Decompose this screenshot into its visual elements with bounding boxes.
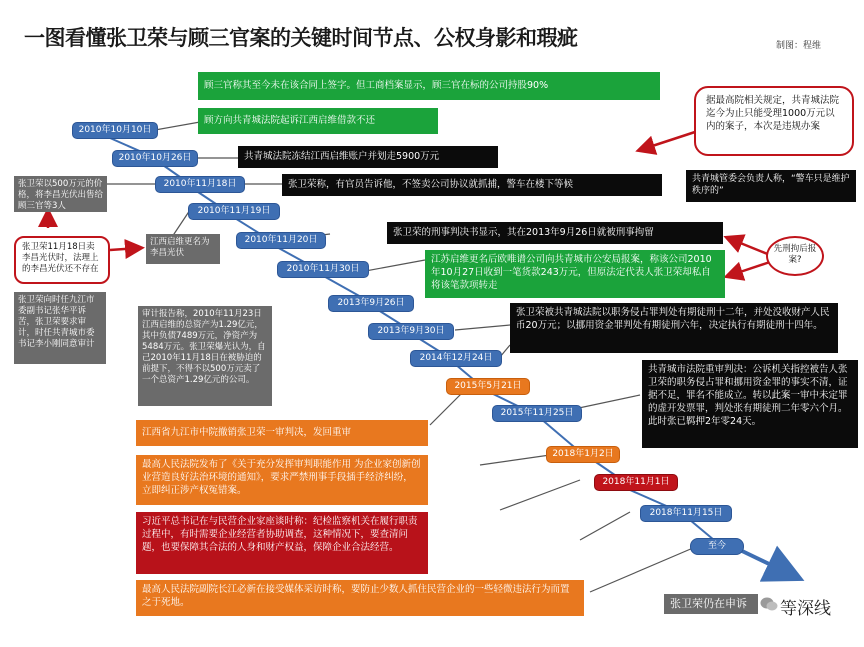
event-account-frozen: 共青城法院冻结江西启维账户并划走5900万元 — [238, 146, 498, 168]
footer-still-appealing: 张卫荣仍在申诉 — [664, 594, 758, 614]
note-sale-price: 张卫荣以500万元的价格，将李昌光伏出售给顾三官等3人 — [14, 176, 107, 212]
date-2015-11-25: 2015年11月25日 — [492, 405, 582, 422]
event-xi-remarks: 习近平总书记在与民营企业家座谈时称：纪检监察机关在履行职责过程中，有时需要企业经营者协助调查，这种情况下，要查清问题，也要保障其合法的人身和财产权益，保障企业合法经营。 — [136, 512, 428, 574]
event-detention-record: 张卫荣的刑事判决书显示，其在2013年9月26日就被刑事拘留 — [387, 222, 723, 244]
callout-detain-before-report: 先刑拘后报案? — [766, 236, 824, 276]
date-2013-09-26: 2013年9月26日 — [328, 295, 414, 312]
event-gu-share-claim: 顾三官称其至今未在该合同上签字。但工商档案显示，顾三官在标的公司持股90% — [198, 72, 660, 100]
note-audit-report: 审计报告称，2010年11月23日江西启维的总资产为1.29亿元，其中负债7489万元，净资产为5484万元。张卫荣爆光认为，自己2010年11月18日在被胁迫的前提下，不得不以500万元卖了一个总资产1.29亿元的公司。 — [138, 306, 272, 406]
date-2014-12-24: 2014年12月24日 — [410, 350, 502, 367]
event-supreme-court-notice: 最高人民法院发布了《关于充分发挥审判职能作用 为企业家创新创业营造良好法治环境的通知》，要求严禁刑事手段插手经济纠纷，立即纠正涉产权冤错案。 — [136, 455, 428, 505]
date-2010-10-26: 2010年10月26日 — [112, 150, 198, 167]
date-2010-11-20: 2010年11月20日 — [236, 232, 326, 249]
note-audit-request: 张卫荣向时任九江市委副书记张华平诉苦，张卫荣要求审计，时任共青城市委书记李小刚同意审计 — [14, 292, 106, 364]
event-coercion-claim: 张卫荣称，有官员告诉他，不签卖公司协议就抓捕，警车在楼下等候 — [282, 174, 662, 196]
date-2018-11-01: 2018年11月1日 — [594, 474, 678, 491]
wechat-icon — [760, 596, 778, 612]
note-company-renamed: 江西启维更名为李昌光伏 — [146, 234, 220, 264]
date-2015-05-21: 2015年5月21日 — [446, 378, 530, 395]
event-verdict-revoked: 江西省九江市中院撤销张卫荣一审判决，发回重审 — [136, 420, 428, 446]
date-2013-09-30: 2013年9月30日 — [368, 323, 454, 340]
event-police-report: 江苏启维更名后欧唯谱公司向共青城市公安局报案，称该公司2010年10月27日收到一笔货款243万元，但原法定代表人张卫荣却私自将该笔款项转走 — [425, 250, 725, 298]
event-first-verdict: 张卫荣被共青城法院以职务侵占罪判处有期徒刑十二年，并处没收财产人民币20万元；以挪用资金罪判处有期徒刑六年，决定执行有期徒刑十四年。 — [510, 303, 838, 353]
date-2010-11-18: 2010年11月18日 — [155, 176, 245, 193]
callout-jurisdiction-violation: 据最高院相关规定，共青城法院迄今为止只能受理1000万元以内的案子，本次是违规办案 — [694, 86, 854, 156]
date-2010-11-19: 2010年11月19日 — [188, 203, 280, 220]
event-committee-response: 共青城管委会负责人称，“警车只是维护秩序的” — [686, 170, 856, 202]
page-title: 一图看懂张卫荣与顾三官案的关键时间节点、公权身影和瑕疵 — [24, 26, 578, 50]
date-2010-11-30: 2010年11月30日 — [277, 261, 369, 278]
event-retrial-verdict: 共青城市法院重审判决：公诉机关指控被告人张卫荣的职务侵占罪和挪用资金罪的事实不清，证据不足，罪名不能成立。转以此案一审中未定罪的虚开发票罪，判处张有期徒刑二年零六个月。此时张已羁押2年零24天。 — [642, 360, 858, 448]
date-2010-10-10: 2010年10月10日 — [72, 122, 158, 139]
event-gu-lawsuit: 顾方向共青城法院起诉江西启维借款不还 — [198, 108, 438, 134]
date-present: 至今 — [690, 538, 744, 555]
event-vice-president-remarks: 最高人民法院副院长江必新在接受媒体采访时称，要防止少数人抓住民营企业的一些轻微违法行为而置之于死地。 — [136, 580, 584, 616]
date-2018-11-15: 2018年11月15日 — [640, 505, 732, 522]
watermark-label: 等深线 — [780, 599, 831, 619]
callout-company-not-exist: 张卫荣11月18日卖李昌光伏时，法理上的李昌光伏还不存在 — [14, 236, 110, 284]
date-2018-01-02: 2018年1月2日 — [546, 446, 620, 463]
credit-label: 制图：程维 — [776, 41, 822, 51]
